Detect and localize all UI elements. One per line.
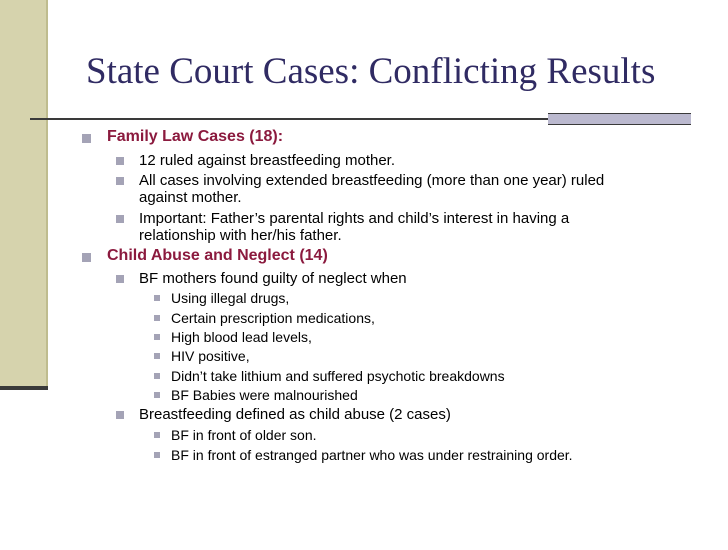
square-bullet-icon [154,295,160,301]
item-text: Breastfeeding defined as child abuse (2 cases) [139,406,451,423]
item-text-continued: against mother. [139,189,242,206]
square-bullet-icon [154,373,160,379]
square-bullet-icon [154,334,160,340]
heading-child-abuse: Child Abuse and Neglect (14) [107,247,328,264]
square-bullet-icon [82,134,91,143]
item-text: 12 ruled against breastfeeding mother. [139,152,396,169]
item-text: All cases involving extended breastfeeding (more than one year) ruled [139,172,605,189]
title-divider-accent [548,113,691,125]
item-text: High blood lead levels, [171,329,312,345]
sidebar-decoration [0,0,48,390]
square-bullet-icon [116,215,124,223]
item-text: HIV positive, [171,348,250,364]
square-bullet-icon [154,315,160,321]
item-text: BF in front of older son. [171,427,317,443]
heading-family-law: Family Law Cases (18): [107,128,284,145]
sidebar-edge-line [46,0,48,390]
item-text: BF in front of estranged partner who was under restraining order. [171,447,573,463]
square-bullet-icon [154,452,160,458]
item-text-continued: relationship with her/his father. [139,227,342,244]
item-text: BF mothers found guilty of neglect when [139,270,407,287]
item-text: Using illegal drugs, [171,290,290,306]
item-text: Certain prescription medications, [171,310,375,326]
title-divider [30,118,550,120]
square-bullet-icon [116,157,124,165]
item-text: Didn’t take lithium and suffered psychotic breakdowns [171,368,505,384]
item-text: Important: Father’s parental rights and child’s interest in having a [139,210,570,227]
square-bullet-icon [116,411,124,419]
square-bullet-icon [154,432,160,438]
sidebar-bottom-panel [0,386,48,550]
square-bullet-icon [116,275,124,283]
slide-title: State Court Cases: Conflicting Results [86,51,656,92]
item-text: BF Babies were malnourished [171,387,358,403]
square-bullet-icon [154,392,160,398]
square-bullet-icon [82,253,91,262]
square-bullet-icon [116,177,124,185]
square-bullet-icon [154,353,160,359]
